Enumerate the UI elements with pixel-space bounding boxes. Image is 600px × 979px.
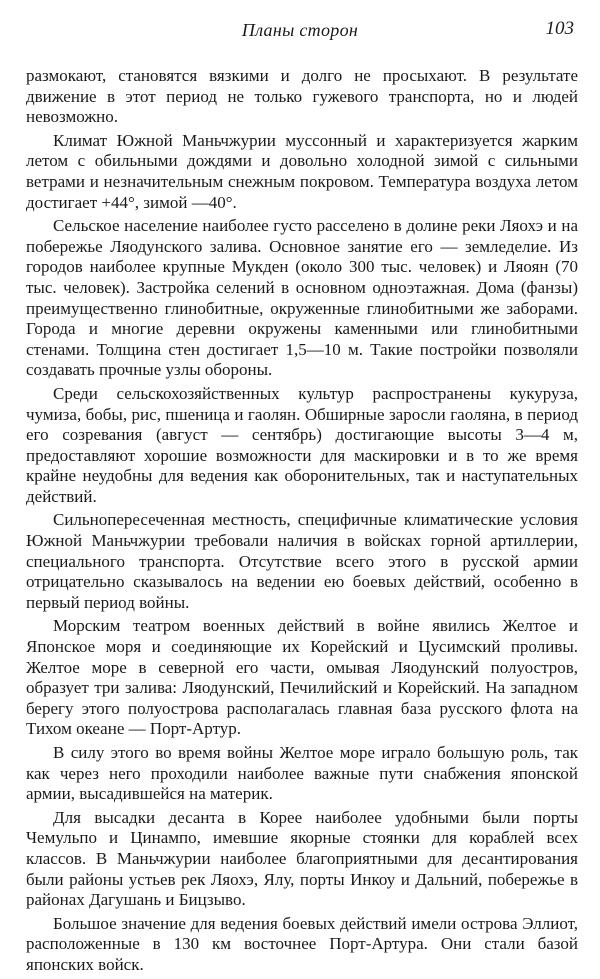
running-header xyxy=(0,18,600,48)
paragraph-3: Сельское население наиболее густо расселено в долине реки Ляохэ и на побережье Ляодунского залива. Основное занятие его — земледелие. Из городов наиболее крупные Мукден (около 300 тыс. человек) и Ляоян (70 тыс. человек). Застройка селений в основном одноэтажная. Дома (фанзы) преимущественно глинобитные, окруженные глинобитными же заборами. Города и многие деревни окружены каменными или глинобитными стенами. Толщина стен достигает 1,5—10 м. Такие постройки позволяли создавать прочные узлы обороны. xyxy=(26,216,578,380)
body-text xyxy=(26,66,578,979)
page-title: Планы сторон xyxy=(241,20,359,40)
paragraph-1: размокают, становятся вязкими и долго не просыхают. В результате движение в этот период не только гужевого транспорта, но и людей невозможно. xyxy=(26,66,578,127)
paragraph-5: Сильнопересеченная местность, специфичные климатические условия Южной Маньчжурии требовали наличия в войсках горной артиллерии, специального транспорта. Отсутствие всего этого в русской армии отрицательно сказывалось на ведении ею боевых действий, особенно в первый период войны. xyxy=(26,510,578,612)
page-number: 103 xyxy=(545,18,574,39)
paragraph-4: Среди сельскохозяйственных культур распространены кукуруза, чумиза, бобы, рис, пшеница и гаолян. Обширные заросли гаоляна, в период его созревания (август — сентябрь) достигающие высоты 3—4 м, предоставляют хорошие возможности для маскировки и в то же время крайне неудобны для ведения как оборонительных, так и наступательных действий. xyxy=(26,383,578,506)
paragraph-9: Большое значение для ведения боевых действий имели острова Эллиот, расположенные в 130 км восточнее Порт-Артура. Они стали базой японских войск. xyxy=(26,913,578,974)
paragraph-8: Для высадки десанта в Корее наиболее удобными были порты Чемульпо и Цинампо, имевшие якорные стоянки для кораблей всех классов. В Маньчжурии наиболее благоприятными для десантирования были районы устьев рек Ляохэ, Ялу, порты Инкоу и Дальний, побережье в районах Дагушань и Бицзыво. xyxy=(26,807,578,910)
paragraph-6: Морским театром военных действий в войне явились Желтое и Японское моря и соединяющие их Корейский и Цусимский проливы. Желтое море в северной его части, омывая Ляодунский полуостров, образует три залива: Ляодунский, Печилийский и Корейский. На западном берегу этого полуострова располагалась главная база русского флота на Тихом океане — Порт-Артур. xyxy=(26,616,578,739)
paragraph-7: В силу этого во время войны Желтое море играло большую роль, так как через него проходили наиболее важные пути снабжения японской армии, высадившейся на материк. xyxy=(26,743,578,804)
paragraph-2: Климат Южной Маньчжурии муссонный и характеризуется жарким летом с обильными дождями и довольно холодной зимой с сильными ветрами и незначительным снежным покровом. Температура воздуха летом достигает +44°, зимой —40°. xyxy=(26,130,578,212)
